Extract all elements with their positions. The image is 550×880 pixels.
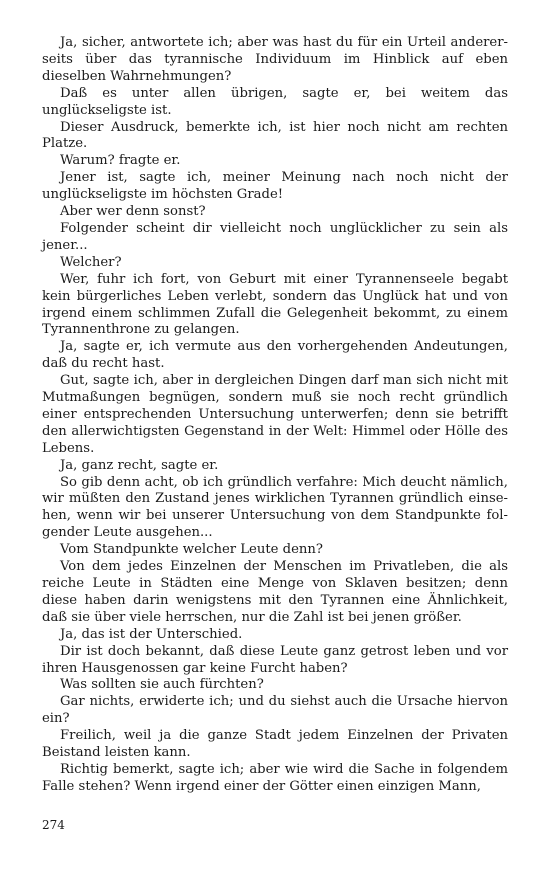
- paragraph: Von dem jedes Einzelnen der Menschen im Privatleben, die als reiche Leute in Städten eine Menge von Sklaven besitzen; denn diese haben darin wenigstens mit den Tyrannen eine Ähnlichkeit, daß sie über viele herrschen, nur die Zahl ist bei jenen größer.: [42, 559, 508, 625]
- paragraph: Ja, sagte er, ich vermute aus den vorhergehenden Andeutungen, daß du recht hast.: [42, 339, 508, 372]
- paragraph: Wer, fuhr ich fort, von Geburt mit einer Tyrannenseele begabt kein bürgerliches Leben verlebt, sondern das Unglück hat und von irgend einem schlimmen Zufall die Gelegenheit bekommt, zu einem Tyrannenthrone zu gelangen.: [42, 271, 508, 338]
- paragraph: Dir ist doch bekannt, daß diese Leute ganz getrost leben und vor ihren Hausgenossen gar keine Furcht haben?: [42, 643, 508, 676]
- paragraph: Jener ist, sagte ich, meiner Meinung nach noch nicht der unglückseligste im höchsten Grade!: [42, 170, 508, 203]
- paragraph: Daß es unter allen übrigen, sagte er, bei weitem das unglückseligste ist.: [42, 85, 508, 118]
- paragraph: Dieser Ausdruck, bemerkte ich, ist hier noch nicht am rechten Platze.: [42, 119, 508, 152]
- paragraph: So gib denn acht, ob ich gründlich verfahre: Mich deucht nämlich, wir müßten den Zustand jenes wirklichen Tyrannen gründlich einsehen, wenn wir bei unserer Untersuchung von dem Standpunkte folgender Leute ausgehen...: [42, 474, 508, 541]
- paragraph: Folgender scheint dir vielleicht noch unglücklicher zu sein als jener...: [42, 220, 508, 253]
- paragraph: Warum? fragte er.: [60, 153, 181, 169]
- paragraph: Aber wer denn sonst?: [60, 204, 206, 220]
- paragraph: Welcher?: [60, 254, 122, 270]
- paragraph: Gar nichts, erwiderte ich; und du siehst auch die Ursache hiervon ein?: [42, 694, 508, 727]
- paragraph: Ja, ganz recht, sagte er.: [60, 457, 219, 473]
- paragraph: Was sollten sie auch fürchten?: [60, 677, 264, 693]
- paragraph: Vom Standpunkte welcher Leute denn?: [60, 542, 323, 558]
- paragraph: Gut, sagte ich, aber in dergleichen Dingen darf man sich nicht mit Mutmaßungen begnügen, sondern muß sie noch recht gründlich einer entsprechenden Untersuchung unterwerfen; denn sie betrifft den allerwichtigsten Gegenstand in der Welt: Himmel oder Hölle des Lebens.: [42, 373, 508, 456]
- page-body: [42, 35, 508, 796]
- paragraph: Ja, sicher, antwortete ich; aber was hast du für ein Urteil andererseits über das tyrannische Individuum im Hinblick auf eben dieselben Wahrnehmungen?: [42, 35, 508, 84]
- paragraph: Freilich, weil ja die ganze Stadt jedem Einzelnen der Privaten Beistand leisten kann.: [42, 728, 508, 761]
- paragraph: Richtig bemerkt, sagte ich; aber wie wird die Sache in folgendem Falle stehen? Wenn irgend einer der Götter einen einzigen Mann,: [42, 761, 508, 794]
- page-number: 274: [42, 818, 65, 832]
- paragraph: Ja, das ist der Unterschied.: [60, 626, 243, 642]
